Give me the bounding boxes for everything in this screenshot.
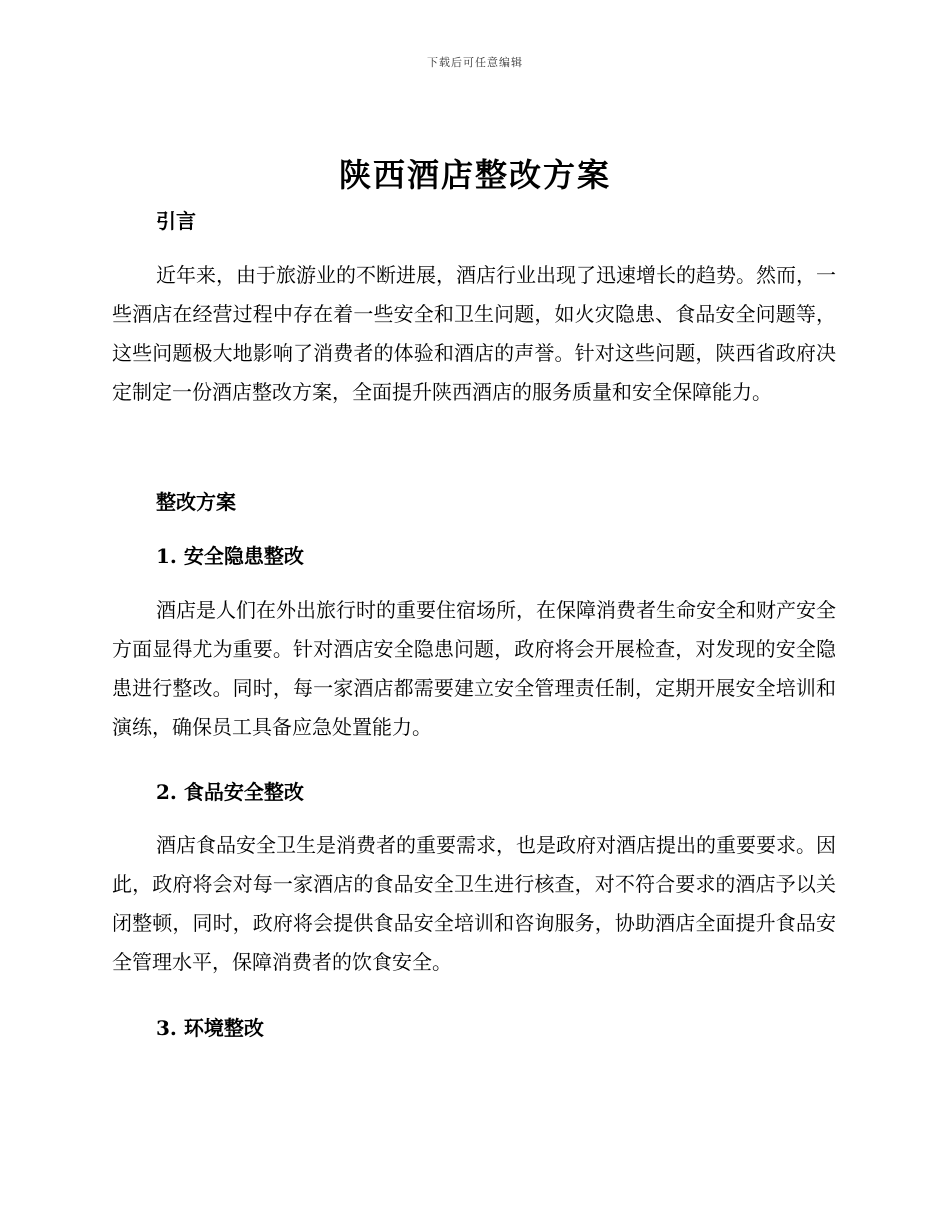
section-heading-safety: 1. 安全隐患整改 xyxy=(156,544,304,568)
plan-heading: 整改方案 xyxy=(156,490,236,514)
section-paragraph-food: 酒店食品安全卫生是消费者的重要需求，也是政府对酒店提出的重要要求。因此，政府将会对每一家酒店的食品安全卫生进行核查，对不符合要求的酒店予以关闭整顿，同时，政府将会提供食品安全培训和咨询服务，协助酒店全面提升食品安全管理水平，保障消费者的饮食安全。 xyxy=(112,833,836,974)
page-header-note: 下载后可任意编辑 xyxy=(427,56,523,69)
document-title: 陕西酒店整改方案 xyxy=(338,156,611,194)
intro-paragraph: 近年来，由于旅游业的不断进展，酒店行业出现了迅速增长的趋势。然而，一些酒店在经营过程中存在着一些安全和卫生问题，如火灾隐患、食品安全问题等，这些问题极大地影响了消费者的体验和酒店的声誉。针对这些问题，陕西省政府决定制定一份酒店整改方案，全面提升陕西酒店的服务质量和安全保障能力。 xyxy=(112,263,836,404)
section-paragraph-safety: 酒店是人们在外出旅行时的重要住宿场所，在保障消费者生命安全和财产安全方面显得尤为重要。针对酒店安全隐患问题，政府将会开展检查，对发现的安全隐患进行整改。同时，每一家酒店都需要建立安全管理责任制，定期开展安全培训和演练，确保员工具备应急处置能力。 xyxy=(112,598,836,739)
section-heading-food: 2. 食品安全整改 xyxy=(156,780,304,804)
intro-heading: 引言 xyxy=(156,209,196,233)
section-heading-environment: 3. 环境整改 xyxy=(156,1016,264,1040)
